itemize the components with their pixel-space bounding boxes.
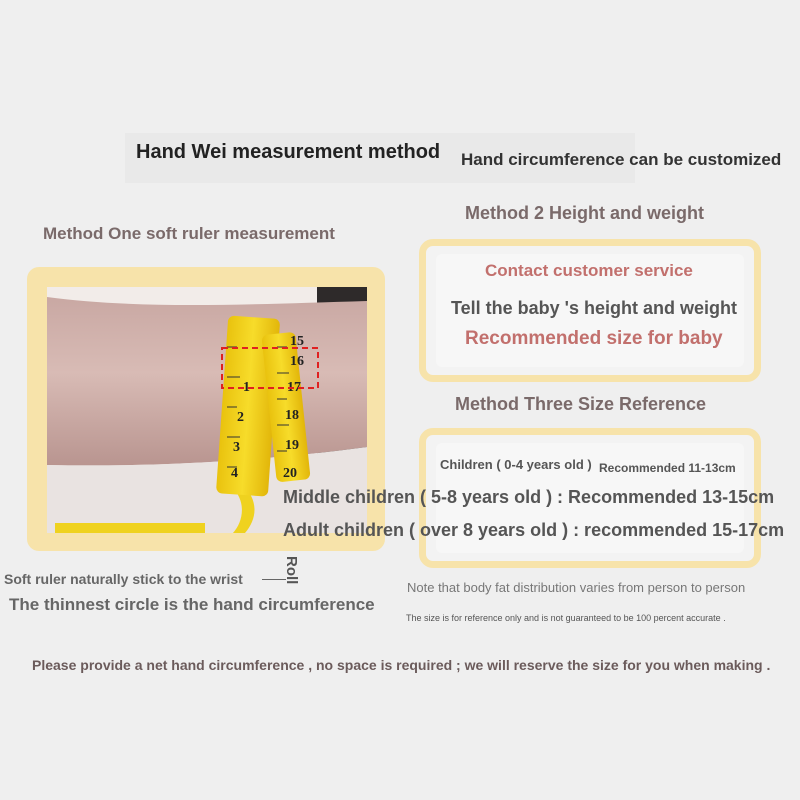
tape-tail xyxy=(55,523,205,533)
tape-number-17: 17 xyxy=(287,380,301,395)
contact-customer-service-text: Contact customer service xyxy=(485,261,693,280)
footer-instruction: Please provide a net hand circumference , no space is required ; we will reserve the size for you when making . xyxy=(32,657,771,673)
size-row-children-rec: Recommended 11-13cm xyxy=(599,461,736,475)
tape-number-3: 3 xyxy=(233,440,240,455)
method-two-heading: Method 2 Height and weight xyxy=(465,203,704,223)
recommended-size-text: Recommended size for baby xyxy=(465,328,723,349)
tape-number-2: 2 xyxy=(237,410,244,425)
method-one-heading: Method One soft ruler measurement xyxy=(43,224,335,243)
page-title: Hand Wei measurement method xyxy=(136,141,441,163)
roll-label: Roll xyxy=(283,556,300,585)
tape-number-1: 1 xyxy=(243,380,250,395)
thinnest-circle-caption: The thinnest circle is the hand circumference xyxy=(9,595,375,614)
tape-measure xyxy=(216,315,311,496)
tape-number-16: 16 xyxy=(290,354,304,369)
size-row-adult-children: Adult children ( over 8 years old ) : recommended 15-17cm xyxy=(283,520,785,540)
tape-number-18: 18 xyxy=(285,408,299,423)
page-subtitle: Hand circumference can be customized xyxy=(461,150,782,169)
tape-number-15: 15 xyxy=(290,334,304,349)
tape-number-20: 20 xyxy=(283,466,297,481)
size-row-middle-children: Middle children ( 5-8 years old ) : Recommended 13-15cm xyxy=(283,487,775,507)
tape-number-4: 4 xyxy=(231,466,238,481)
tape-number-19: 19 xyxy=(285,438,299,453)
size-row-children-label: Children ( 0-4 years old ) xyxy=(440,457,592,472)
tell-height-weight-text: Tell the baby 's height and weight xyxy=(451,298,737,318)
body-fat-note: Note that body fat distribution varies from person to person xyxy=(407,580,746,595)
size-disclaimer: The size is for reference only and is not guaranteed to be 100 percent accurate . xyxy=(406,613,726,623)
wrist-skin xyxy=(47,297,367,465)
method-three-heading: Method Three Size Reference xyxy=(455,394,707,414)
soft-ruler-caption: Soft ruler naturally stick to the wrist xyxy=(4,571,243,587)
